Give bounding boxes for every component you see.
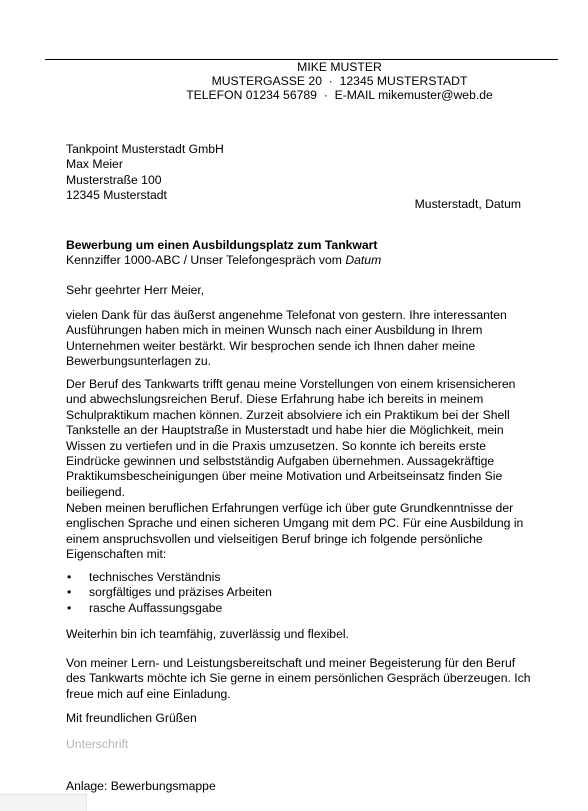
subject-title: Bewerbung um einen Ausbildungsplatz zum Tankwart [66, 238, 378, 252]
list-item: • rasche Auffassungsgabe [66, 601, 536, 616]
paragraph-teamwork: Weiterhin bin ich teamfähig, zuverlässig und flexibel. [66, 627, 349, 641]
signature-placeholder: Unterschrift [66, 737, 129, 751]
paragraph-experience: Der Beruf des Tankwarts trifft genau meine Vorstellungen von einem krisensicheren und abwechslungsreichen Beruf. Diese Erfahrung habe ich bereits in meinem Schulpraktikum machen können. Zurzeit absolviere ich ein Praktikum bei der Shell Tankstelle an der Hauptstraße in Musterstadt und habe hier die Möglichkeit, mein Wissen zu vertiefen und in die Praxis umzusetzen. So konnte ich bereits erste Eindrücke gewinnen und selbstständig Aufgaben übernehmen. Aussagekräftige Praktikumsbescheinigungen über meine Motivation und Arbeitseinsatz finden Sie beiliegend. [66, 377, 516, 499]
place-date: Musterstadt, Datum [414, 197, 521, 211]
sender-name: MIKE MUSTER [297, 60, 382, 74]
paragraph-thanks: vielen Dank für das äußerst angenehme Telefonat von gestern. Ihre interessanten Ausführungen haben mich in meinen Wunsch nach einer Ausbildung in Ihrem Unternehmen weiter bestärkt. Wir besprochen sende ich Ihnen daher meine Bewerbungsunterlagen zu. [66, 308, 507, 369]
subject-reference [66, 253, 536, 268]
qualities-list [66, 570, 536, 616]
paragraph-motivation: Von meiner Lern- und Leistungsbereitschaft und meiner Begeisterung für den Beruf des Tankwarts möchte ich Sie gerne in einem persönlichen Gespräch überzeugen. Ich freue mich auf eine Einladung. [66, 656, 531, 701]
reference-date: Datum [345, 253, 382, 268]
closing-formula: Mit freundlichen Grüßen [66, 711, 197, 725]
recipient-street: Musterstraße 100 [66, 172, 162, 187]
list-item: • sorgfältiges und präzises Arbeiten [66, 585, 536, 600]
sender-street: MUSTERGASSE 20 [211, 74, 322, 88]
list-item: • technisches Verständnis [66, 570, 536, 585]
sender-phone: TELEFON 01234 56789 [186, 88, 317, 102]
reference-prefix: Kennziffer 1000-ABC / Unser Telefongespräch vom [66, 253, 346, 268]
separator-dot: · [323, 88, 328, 102]
paragraph-skills: Neben meinen beruflichen Erfahrungen verfüge ich über gute Grundkenntnisse der englischen Sprache und einen sicheren Umgang mit dem PC. Für eine Ausbildung in einem anspruchsvollen und vielseitigen Beruf bringe ich folgende persönliche Eigenschaften mit: [66, 501, 524, 562]
salutation: Sehr geehrter Herr Meier, [66, 283, 205, 297]
sender-city: 12345 MUSTERSTADT [339, 74, 468, 88]
recipient-person: Max Meier [66, 157, 123, 172]
recipient-city: 12345 Musterstadt [66, 188, 167, 203]
letterhead [45, 60, 558, 102]
attachment-note: Anlage: Bewerbungsmappe [66, 779, 216, 793]
separator-dot: · [328, 74, 333, 88]
sender-contact [121, 88, 558, 102]
recipient-company: Tankpoint Musterstadt GmbH [66, 142, 224, 156]
viewer-corner-tab [0, 794, 87, 811]
recipient-address [66, 142, 536, 204]
sender-email: E-MAIL mikemuster@web.de [334, 88, 493, 102]
subject-block [66, 238, 536, 269]
sender-address [121, 74, 558, 88]
